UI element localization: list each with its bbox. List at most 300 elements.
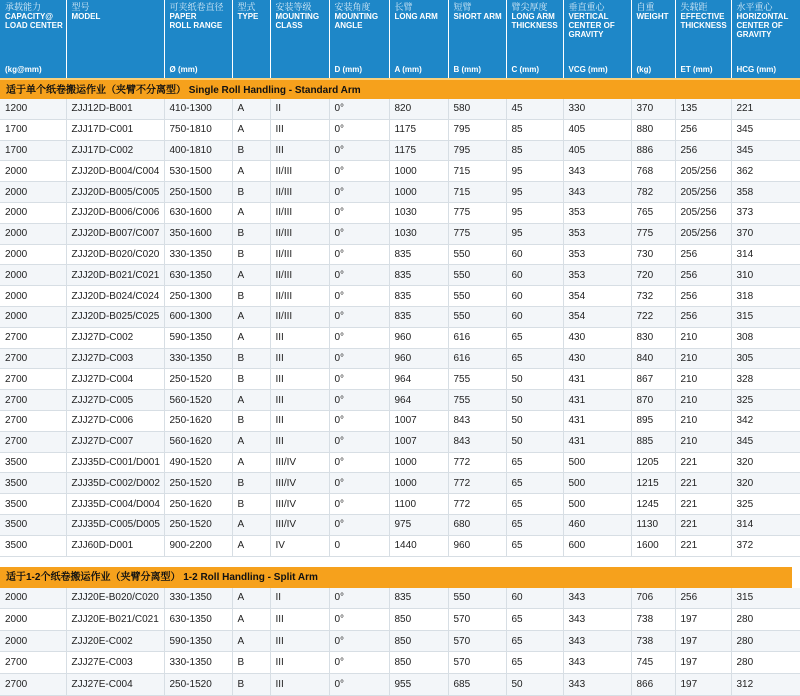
table-cell: 570	[448, 609, 506, 631]
table-cell: 960	[389, 327, 448, 348]
table-cell: 2000	[0, 306, 66, 327]
table-cell: 60	[506, 244, 563, 265]
table-cell: 1600	[631, 535, 675, 556]
column-unit: Ø (mm)	[164, 61, 232, 78]
table-cell: 325	[731, 494, 800, 515]
table-cell: 221	[675, 494, 731, 515]
table-cell: 866	[631, 673, 675, 695]
column-unit: (kg)	[631, 61, 675, 78]
table-cell: 738	[631, 630, 675, 652]
table-cell: 590-1350	[164, 327, 232, 348]
table-cell: 630-1350	[164, 609, 232, 631]
table-cell: 256	[675, 140, 731, 161]
table-cell: 354	[563, 306, 631, 327]
column-header-en: LONG ARM	[511, 12, 555, 21]
table-cell: 0°	[329, 140, 389, 161]
table-cell: II	[270, 99, 329, 119]
table-cell: 616	[448, 327, 506, 348]
table-cell: 1215	[631, 473, 675, 494]
table-cell: 60	[506, 265, 563, 286]
column-header-en: LONG ARM	[394, 12, 438, 21]
table-cell: 431	[563, 390, 631, 411]
column-header-en: GRAVITY	[568, 30, 604, 39]
table-cell: 560-1620	[164, 431, 232, 452]
table-cell: 550	[448, 588, 506, 609]
table-cell: 221	[675, 535, 731, 556]
table-cell: 280	[731, 609, 800, 631]
table-cell: 1000	[389, 473, 448, 494]
table-cell: 772	[448, 452, 506, 473]
table-cell: 65	[506, 652, 563, 674]
column-header-cn: 承载能力	[5, 2, 42, 12]
table-row	[0, 244, 800, 265]
table-cell: 95	[506, 202, 563, 223]
table-row	[0, 390, 800, 411]
table-cell: 330	[563, 99, 631, 119]
table-cell: 0°	[329, 609, 389, 631]
table-cell: 280	[731, 652, 800, 674]
table-cell: 768	[631, 161, 675, 182]
table-cell: 315	[731, 306, 800, 327]
table-cell: 600-1300	[164, 306, 232, 327]
table-cell: 60	[506, 306, 563, 327]
table-cell: B	[232, 182, 270, 203]
column-header-en: VERTICAL	[568, 12, 609, 21]
table-cell: 0°	[329, 431, 389, 452]
table-cell: 343	[563, 673, 631, 695]
table-cell: 85	[506, 119, 563, 140]
column-header-cn: 失载距	[680, 2, 708, 12]
table-cell: ZJJ60D-D001	[66, 535, 164, 556]
table-cell: 320	[731, 473, 800, 494]
table-cell: 850	[389, 609, 448, 631]
column-header-cn: 安装等级	[275, 2, 312, 12]
table-cell: 221	[675, 514, 731, 535]
table-cell: 210	[675, 390, 731, 411]
column-header-en: ANGLE	[334, 21, 363, 30]
table-cell: 715	[448, 161, 506, 182]
table-cell: 250-1520	[164, 514, 232, 535]
table-cell: 964	[389, 390, 448, 411]
column-header-en: THICKNESS	[511, 21, 558, 30]
table-cell: 843	[448, 431, 506, 452]
table-cell: 310	[731, 265, 800, 286]
table-cell: 738	[631, 609, 675, 631]
table-cell: 343	[563, 588, 631, 609]
table-cell: 60	[506, 588, 563, 609]
table-cell: 1030	[389, 223, 448, 244]
table-cell: A	[232, 535, 270, 556]
table-cell: 343	[563, 182, 631, 203]
table-cell: 2000	[0, 286, 66, 307]
table-cell: ZJJ20D-B021/C021	[66, 265, 164, 286]
table-cell: 256	[675, 119, 731, 140]
table-cell: 95	[506, 223, 563, 244]
table-cell: III	[270, 390, 329, 411]
column-header	[631, 0, 675, 61]
table-cell: 1175	[389, 140, 448, 161]
table-cell: 325	[731, 390, 800, 411]
table-cell: 95	[506, 161, 563, 182]
table-cell: 410-1300	[164, 99, 232, 119]
table-cell: A	[232, 265, 270, 286]
table-cell: 886	[631, 140, 675, 161]
table-cell: 250-1500	[164, 182, 232, 203]
column-header-en: CENTER OF	[736, 21, 783, 30]
table-cell: 0°	[329, 99, 389, 119]
table-row	[0, 119, 800, 140]
table-cell: 1000	[389, 452, 448, 473]
table-cell: 755	[448, 390, 506, 411]
table-cell: A	[232, 202, 270, 223]
table-row	[0, 494, 800, 515]
table-row	[0, 609, 800, 631]
table-cell: 835	[389, 286, 448, 307]
table-cell: 885	[631, 431, 675, 452]
table-cell: 354	[563, 286, 631, 307]
table-cell: A	[232, 390, 270, 411]
table-cell: ZJJ35D-C001/D001	[66, 452, 164, 473]
table-cell: ZJJ27D-C003	[66, 348, 164, 369]
table-cell: 1007	[389, 410, 448, 431]
table-cell: 431	[563, 410, 631, 431]
column-header-cn: 长臂	[394, 2, 413, 12]
table-cell: 765	[631, 202, 675, 223]
table-cell: 715	[448, 182, 506, 203]
table-cell: 722	[631, 306, 675, 327]
table-cell: III/IV	[270, 452, 329, 473]
column-header	[0, 0, 66, 61]
table-cell: 1200	[0, 99, 66, 119]
table-cell: 250-1620	[164, 494, 232, 515]
table-cell: 343	[563, 630, 631, 652]
table-cell: ZJJ35D-C002/D002	[66, 473, 164, 494]
table-cell: 0	[329, 535, 389, 556]
table-cell: 1007	[389, 431, 448, 452]
table-cell: 221	[675, 452, 731, 473]
table-cell: 250-1520	[164, 673, 232, 695]
table-cell: 460	[563, 514, 631, 535]
table-row	[0, 535, 800, 556]
table-cell: 835	[389, 265, 448, 286]
table-cell: 370	[731, 223, 800, 244]
table-cell: 2700	[0, 327, 66, 348]
table-cell: 3500	[0, 535, 66, 556]
column-header	[563, 0, 631, 61]
table-cell: 2000	[0, 223, 66, 244]
table-cell: 550	[448, 244, 506, 265]
table-cell: 330-1350	[164, 348, 232, 369]
table-cell: 782	[631, 182, 675, 203]
table-cell: 550	[448, 286, 506, 307]
table-cell: 250-1300	[164, 286, 232, 307]
table-cell: 3500	[0, 514, 66, 535]
table-cell: 400-1810	[164, 140, 232, 161]
column-header-en: MOUNTING	[334, 12, 379, 21]
table-cell: 795	[448, 119, 506, 140]
table-cell: 2000	[0, 609, 66, 631]
table-cell: 685	[448, 673, 506, 695]
table-cell: 431	[563, 369, 631, 390]
table-cell: II/III	[270, 202, 329, 223]
table-cell: 60	[506, 286, 563, 307]
table-cell: 0°	[329, 673, 389, 695]
table-cell: 616	[448, 348, 506, 369]
column-unit: VCG (mm)	[563, 61, 631, 78]
table-cell: 315	[731, 588, 800, 609]
table-cell: A	[232, 327, 270, 348]
table-cell: III	[270, 119, 329, 140]
table-cell: 353	[563, 265, 631, 286]
table-cell: A	[232, 452, 270, 473]
table-cell: 280	[731, 630, 800, 652]
table-cell: 0°	[329, 306, 389, 327]
column-unit: (kg@mm)	[0, 61, 66, 78]
table-cell: B	[232, 652, 270, 674]
table-cell: 345	[731, 431, 800, 452]
table-cell: 350-1600	[164, 223, 232, 244]
table-cell: III	[270, 609, 329, 631]
table-row	[0, 99, 800, 119]
column-header	[506, 0, 563, 61]
table-cell: ZJJ35D-C004/D004	[66, 494, 164, 515]
table-cell: 550	[448, 265, 506, 286]
table-row	[0, 161, 800, 182]
column-header-en: LOAD CENTER	[5, 21, 63, 30]
table-cell: 256	[675, 306, 731, 327]
table-cell: 197	[675, 652, 731, 674]
table-cell: 730	[631, 244, 675, 265]
table-cell: 775	[448, 202, 506, 223]
table-cell: 343	[563, 652, 631, 674]
table-cell: A	[232, 431, 270, 452]
table-cell: 2000	[0, 161, 66, 182]
table-cell: 2000	[0, 588, 66, 609]
split-arm-table	[0, 588, 800, 696]
table-cell: 314	[731, 514, 800, 535]
table-cell: III	[270, 431, 329, 452]
table-cell: 343	[563, 609, 631, 631]
table-cell: 330-1350	[164, 588, 232, 609]
column-unit: A (mm)	[389, 61, 448, 78]
table-cell: B	[232, 494, 270, 515]
table-cell: 430	[563, 327, 631, 348]
table-cell: III	[270, 327, 329, 348]
table-row	[0, 286, 800, 307]
table-cell: 1700	[0, 119, 66, 140]
table-cell: III/IV	[270, 473, 329, 494]
table-cell: 210	[675, 431, 731, 452]
table-cell: 50	[506, 410, 563, 431]
table-cell: B	[232, 244, 270, 265]
table-cell: 65	[506, 514, 563, 535]
table-cell: A	[232, 588, 270, 609]
table-cell: ZJJ17D-C001	[66, 119, 164, 140]
table-cell: III	[270, 348, 329, 369]
table-cell: 0°	[329, 369, 389, 390]
table-cell: B	[232, 223, 270, 244]
table-cell: III/IV	[270, 514, 329, 535]
table-cell: 50	[506, 673, 563, 695]
column-header-en: CAPACITY@	[5, 12, 54, 21]
table-cell: 1030	[389, 202, 448, 223]
table-cell: 362	[731, 161, 800, 182]
table-cell: 835	[389, 588, 448, 609]
table-cell: III	[270, 630, 329, 652]
table-cell: A	[232, 119, 270, 140]
table-row	[0, 410, 800, 431]
table-cell: 353	[563, 244, 631, 265]
table-cell: 2700	[0, 390, 66, 411]
table-cell: 65	[506, 327, 563, 348]
table-cell: 405	[563, 140, 631, 161]
table-row	[0, 588, 800, 609]
table-cell: 95	[506, 182, 563, 203]
table-cell: 2000	[0, 244, 66, 265]
table-cell: 308	[731, 327, 800, 348]
table-cell: ZJJ20E-B020/C020	[66, 588, 164, 609]
table-cell: 0°	[329, 286, 389, 307]
table-cell: 305	[731, 348, 800, 369]
table-cell: 0°	[329, 452, 389, 473]
table-cell: 85	[506, 140, 563, 161]
table-cell: ZJJ27E-C004	[66, 673, 164, 695]
table-cell: 772	[448, 473, 506, 494]
table-cell: 843	[448, 410, 506, 431]
table-cell: 2700	[0, 673, 66, 695]
table-cell: 342	[731, 410, 800, 431]
table-cell: 205/256	[675, 182, 731, 203]
column-header	[731, 0, 800, 61]
table-cell: III	[270, 652, 329, 674]
table-cell: ZJJ35D-C005/D005	[66, 514, 164, 535]
table-cell: II/III	[270, 182, 329, 203]
table-cell: B	[232, 410, 270, 431]
table-cell: 135	[675, 99, 731, 119]
column-header-cn: 可夹纸卷直径	[169, 2, 224, 12]
table-row	[0, 673, 800, 695]
table-cell: B	[232, 673, 270, 695]
table-row	[0, 327, 800, 348]
table-cell: 1100	[389, 494, 448, 515]
table-cell: 2000	[0, 265, 66, 286]
table-cell: 65	[506, 348, 563, 369]
table-cell: 490-1520	[164, 452, 232, 473]
table-cell: 3500	[0, 473, 66, 494]
table-cell: 570	[448, 652, 506, 674]
table-cell: 2000	[0, 182, 66, 203]
table-cell: 1440	[389, 535, 448, 556]
table-cell: 0°	[329, 119, 389, 140]
table-cell: 65	[506, 630, 563, 652]
table-cell: III	[270, 410, 329, 431]
table-cell: A	[232, 161, 270, 182]
table-cell: 2700	[0, 369, 66, 390]
table-cell: ZJJ27D-C002	[66, 327, 164, 348]
column-header-en: EFFECTIVE	[680, 12, 725, 21]
table-cell: 0°	[329, 630, 389, 652]
table-cell: 880	[631, 119, 675, 140]
table-cell: 373	[731, 202, 800, 223]
table-cell: 221	[675, 473, 731, 494]
table-cell: ZJJ20E-B021/C021	[66, 609, 164, 631]
column-unit	[232, 61, 270, 78]
column-unit: C (mm)	[506, 61, 563, 78]
column-header-en: WEIGHT	[636, 12, 669, 21]
table-cell: 2700	[0, 348, 66, 369]
table-cell: 530-1500	[164, 161, 232, 182]
table-row	[0, 140, 800, 161]
table-cell: 1700	[0, 140, 66, 161]
table-cell: 720	[631, 265, 675, 286]
table-cell: 895	[631, 410, 675, 431]
column-header-cn: 型式	[237, 2, 256, 12]
table-cell: 221	[731, 99, 800, 119]
table-cell: 330-1350	[164, 244, 232, 265]
table-cell: 205/256	[675, 161, 731, 182]
table-cell: 0°	[329, 348, 389, 369]
table-cell: ZJJ27D-C007	[66, 431, 164, 452]
column-header	[329, 0, 389, 61]
table-cell: ZJJ17D-C002	[66, 140, 164, 161]
table-cell: 0°	[329, 473, 389, 494]
table-cell: ZJJ12D-B001	[66, 99, 164, 119]
table-cell: 630-1350	[164, 265, 232, 286]
table-header	[0, 0, 800, 78]
column-header-en: CLASS	[275, 21, 303, 30]
table-cell: 250-1620	[164, 410, 232, 431]
table-row	[0, 514, 800, 535]
table-cell: 314	[731, 244, 800, 265]
table-cell: 45	[506, 99, 563, 119]
table-cell: ZJJ20D-B025/C025	[66, 306, 164, 327]
table-cell: 210	[675, 348, 731, 369]
column-header-en: HORIZONTAL	[736, 12, 789, 21]
table-cell: 0°	[329, 223, 389, 244]
column-header-en: MOUNTING	[275, 12, 320, 21]
table-cell: 0°	[329, 514, 389, 535]
table-cell: 590-1350	[164, 630, 232, 652]
table-cell: 580	[448, 99, 506, 119]
table-cell: 65	[506, 473, 563, 494]
column-header-cn: 水平重心	[736, 2, 773, 12]
table-cell: 2700	[0, 431, 66, 452]
table-cell: 850	[389, 630, 448, 652]
table-row	[0, 265, 800, 286]
table-cell: 372	[731, 535, 800, 556]
table-cell: 0°	[329, 390, 389, 411]
table-cell: 205/256	[675, 223, 731, 244]
table-cell: 320	[731, 452, 800, 473]
table-cell: 256	[675, 265, 731, 286]
table-cell: 745	[631, 652, 675, 674]
table-cell: 205/256	[675, 202, 731, 223]
table-cell: 0°	[329, 494, 389, 515]
table-cell: B	[232, 473, 270, 494]
column-header-en: MODEL	[71, 12, 101, 21]
table-cell: 65	[506, 535, 563, 556]
table-cell: 1245	[631, 494, 675, 515]
table-cell: 900-2200	[164, 535, 232, 556]
table-row	[0, 369, 800, 390]
table-cell: II	[270, 588, 329, 609]
table-cell: 772	[448, 494, 506, 515]
table-row	[0, 348, 800, 369]
table-cell: 430	[563, 348, 631, 369]
table-cell: II/III	[270, 244, 329, 265]
table-cell: 50	[506, 390, 563, 411]
table-cell: B	[232, 369, 270, 390]
